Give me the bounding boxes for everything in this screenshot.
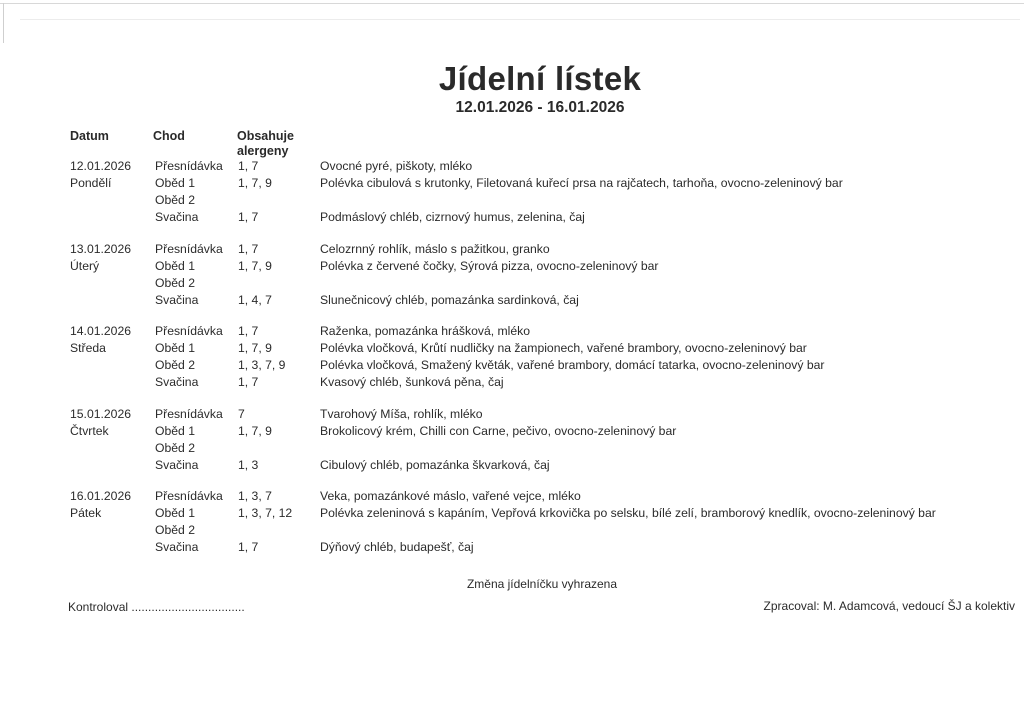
meal-description: Raženka, pomazánka hrášková, mléko [320,324,531,338]
meal-allergens: 1, 7, 9 [238,424,272,438]
checked-by-signature: Kontroloval .................................. [68,600,245,614]
table-row [0,505,1024,522]
table-row [0,440,1024,457]
table-row [0,357,1024,374]
meal-allergens: 1, 4, 7 [238,293,272,307]
meal-description: Dýňový chléb, budapešť, čaj [320,540,474,554]
meal-course: Přesnídávka [155,159,223,173]
day-date: 13.01.2026 [70,242,131,256]
meal-allergens: 1, 7, 9 [238,259,272,273]
meal-course: Přesnídávka [155,407,223,421]
meal-course: Oběd 1 [155,341,195,355]
table-row [0,323,1024,340]
table-row [0,340,1024,357]
prepared-by: Zpracoval: M. Adamcová, vedoucí ŠJ a kolektiv [763,599,1015,613]
day-weekday: Pondělí [70,176,112,190]
page-title: Jídelní lístek [438,60,642,97]
table-row [0,457,1024,474]
meal-course: Svačina [155,540,199,554]
meal-course: Svačina [155,210,199,224]
meal-allergens: 1, 7, 9 [238,341,272,355]
meal-allergens: 1, 7 [238,242,259,256]
table-row [0,241,1024,258]
meal-course: Svačina [155,375,199,389]
meal-description: Polévka z červené čočky, Sýrová pizza, ovocno-zeleninový bar [320,259,659,273]
meal-description: Slunečnicový chléb, pomazánka sardinková, čaj [320,293,579,307]
meal-allergens: 1, 7 [238,159,259,173]
date-range: 12.01.2026 - 16.01.2026 [455,99,625,116]
day-date: 12.01.2026 [70,159,131,173]
meal-description: Cibulový chléb, pomazánka škvarková, čaj [320,458,550,472]
table-row [0,192,1024,209]
meal-allergens: 1, 7, 9 [238,176,272,190]
meal-allergens: 1, 7 [238,210,259,224]
table-row [0,275,1024,292]
meal-allergens: 1, 7 [238,540,259,554]
column-header-course: Chod [153,129,185,143]
day-weekday: Středa [70,341,106,355]
meal-allergens: 1, 3 [238,458,259,472]
meal-course: Oběd 2 [155,358,195,372]
table-row [0,292,1024,309]
table-row [0,258,1024,275]
day-weekday: Úterý [70,259,100,273]
meal-course: Přesnídávka [155,489,223,503]
table-row [0,539,1024,556]
column-header-allergens-line1: Obsahuje [237,129,294,143]
meal-allergens: 1, 7 [238,324,259,338]
meal-allergens: 1, 7 [238,375,259,389]
meal-description: Celozrnný rohlík, máslo s pažitkou, granko [320,242,550,256]
meal-description: Polévka cibulová s krutonky, Filetovaná kuřecí prsa na rajčatech, tarhoňa, ovocno-zeleninový bar [320,176,843,190]
meal-description: Veka, pomazánkové máslo, vařené vejce, mléko [320,489,581,503]
meal-course: Oběd 2 [155,193,195,207]
day-date: 16.01.2026 [70,489,131,503]
meal-description: Kvasový chléb, šunková pěna, čaj [320,375,504,389]
meal-allergens: 1, 3, 7, 9 [238,358,286,372]
meal-description: Brokolicový krém, Chilli con Carne, pečivo, ovocno-zeleninový bar [320,424,677,438]
meal-course: Svačina [155,293,199,307]
meal-allergens: 7 [238,407,245,421]
meal-course: Oběd 2 [155,276,195,290]
table-row [0,522,1024,539]
table-row [0,209,1024,226]
meal-course: Přesnídávka [155,324,223,338]
meal-course: Oběd 1 [155,506,195,520]
meal-course: Oběd 2 [155,441,195,455]
table-row [0,406,1024,423]
table-row [0,175,1024,192]
scan-edge-line [3,3,4,43]
scan-edge-line [20,19,1020,20]
column-header-allergens [237,129,294,159]
day-date: 15.01.2026 [70,407,131,421]
table-row [0,374,1024,391]
meal-allergens: 1, 3, 7 [238,489,272,503]
table-row [0,488,1024,505]
day-weekday: Pátek [70,506,102,520]
meal-course: Oběd 1 [155,259,195,273]
table-row [0,423,1024,440]
meal-course: Přesnídávka [155,242,223,256]
table-row [0,158,1024,175]
meal-course: Oběd 1 [155,176,195,190]
meal-description: Ovocné pyré, piškoty, mléko [320,159,473,173]
day-date: 14.01.2026 [70,324,131,338]
change-reserved-note: Změna jídelníčku vyhrazena [466,577,618,591]
meal-allergens: 1, 3, 7, 12 [238,506,293,520]
meal-description: Podmáslový chléb, cizrnový humus, zelenina, čaj [320,210,585,224]
meal-description: Tvarohový Míša, rohlík, mléko [320,407,483,421]
meal-description: Polévka zeleninová s kapáním, Vepřová krkovička po selsku, bílé zelí, bramborový knedlík, ovocno-zeleninový bar [320,506,936,520]
scan-edge-line [0,3,1024,4]
day-weekday: Čtvrtek [70,424,109,438]
meal-course: Oběd 2 [155,523,195,537]
column-header-allergens-line2: alergeny [237,144,289,158]
meal-course: Svačina [155,458,199,472]
meal-description: Polévka vločková, Krůtí nudličky na žampionech, vařené brambory, ovocno-zeleninový bar [320,341,807,355]
meal-description: Polévka vločková, Smažený květák, vařené brambory, domácí tatarka, ovocno-zeleninový bar [320,358,825,372]
meal-course: Oběd 1 [155,424,195,438]
column-header-date: Datum [70,129,109,143]
